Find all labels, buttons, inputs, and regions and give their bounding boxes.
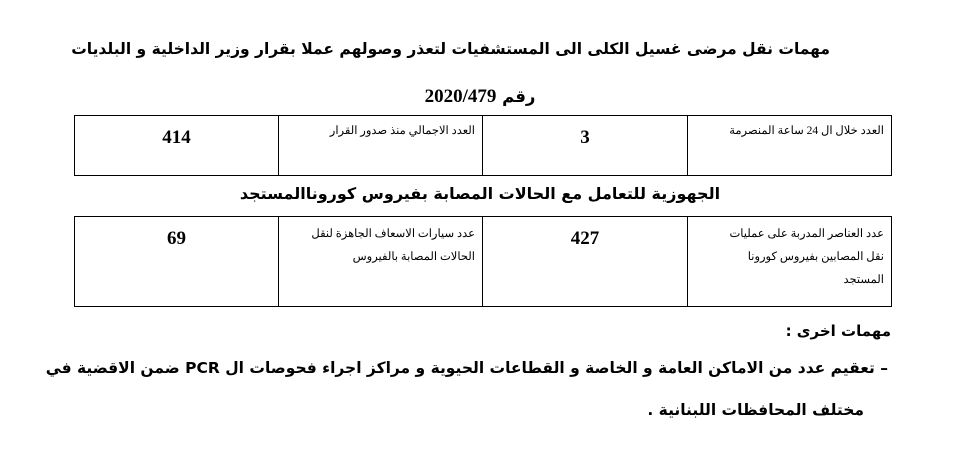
label-total: العدد الاجمالي منذ صدور القرار	[279, 116, 483, 176]
table-row	[75, 217, 892, 307]
personnel-label	[688, 217, 892, 307]
value-24h: 3	[483, 116, 688, 176]
decision-number-line	[330, 86, 630, 108]
other-tasks-heading: مهمات اخرى :	[785, 322, 891, 340]
decision-number: 2020/479	[424, 86, 497, 107]
label-24h: العدد خلال ال 24 ساعة المنصرمة	[688, 116, 892, 176]
other-tasks-line-1: – تعقيم عدد من الاماكن العامة و الخاصة و القطاعات الحيوية و مراكز اجراء فحوصات ال PCR ضمن الاقضية في	[45, 359, 888, 377]
ambulances-label-line1: عدد سيارات الاسعاف الجاهزة لنقل	[311, 228, 475, 240]
ambulances-label	[279, 217, 483, 307]
document-title: مهمات نقل مرضى غسيل الكلى الى المستشفيات لتعذر وصولهم عملا بقرار وزير الداخلية و البلديات	[71, 40, 830, 58]
ambulances-value: 69	[75, 217, 279, 307]
personnel-label-line3: المستجد	[843, 274, 884, 286]
equipment-table	[74, 216, 892, 307]
decision-prefix: رقم	[502, 87, 536, 106]
table-row	[75, 116, 892, 176]
personnel-label-line2: نقل المصابين بفيروس كورونا	[747, 251, 884, 263]
stats-table	[74, 115, 892, 176]
ambulances-label-line2: الحالات المصابة بالفيروس	[352, 251, 475, 263]
personnel-value: 427	[483, 217, 688, 307]
equipment-heading: الجهوزية للتعامل مع الحالات المصابة بفيروس كوروناالمستجد	[239, 184, 721, 203]
personnel-label-line1: عدد العناصر المدربة على عمليات	[729, 228, 884, 240]
value-total: 414	[75, 116, 279, 176]
other-tasks-line-2: مختلف المحافظات اللبنانية .	[647, 401, 864, 419]
